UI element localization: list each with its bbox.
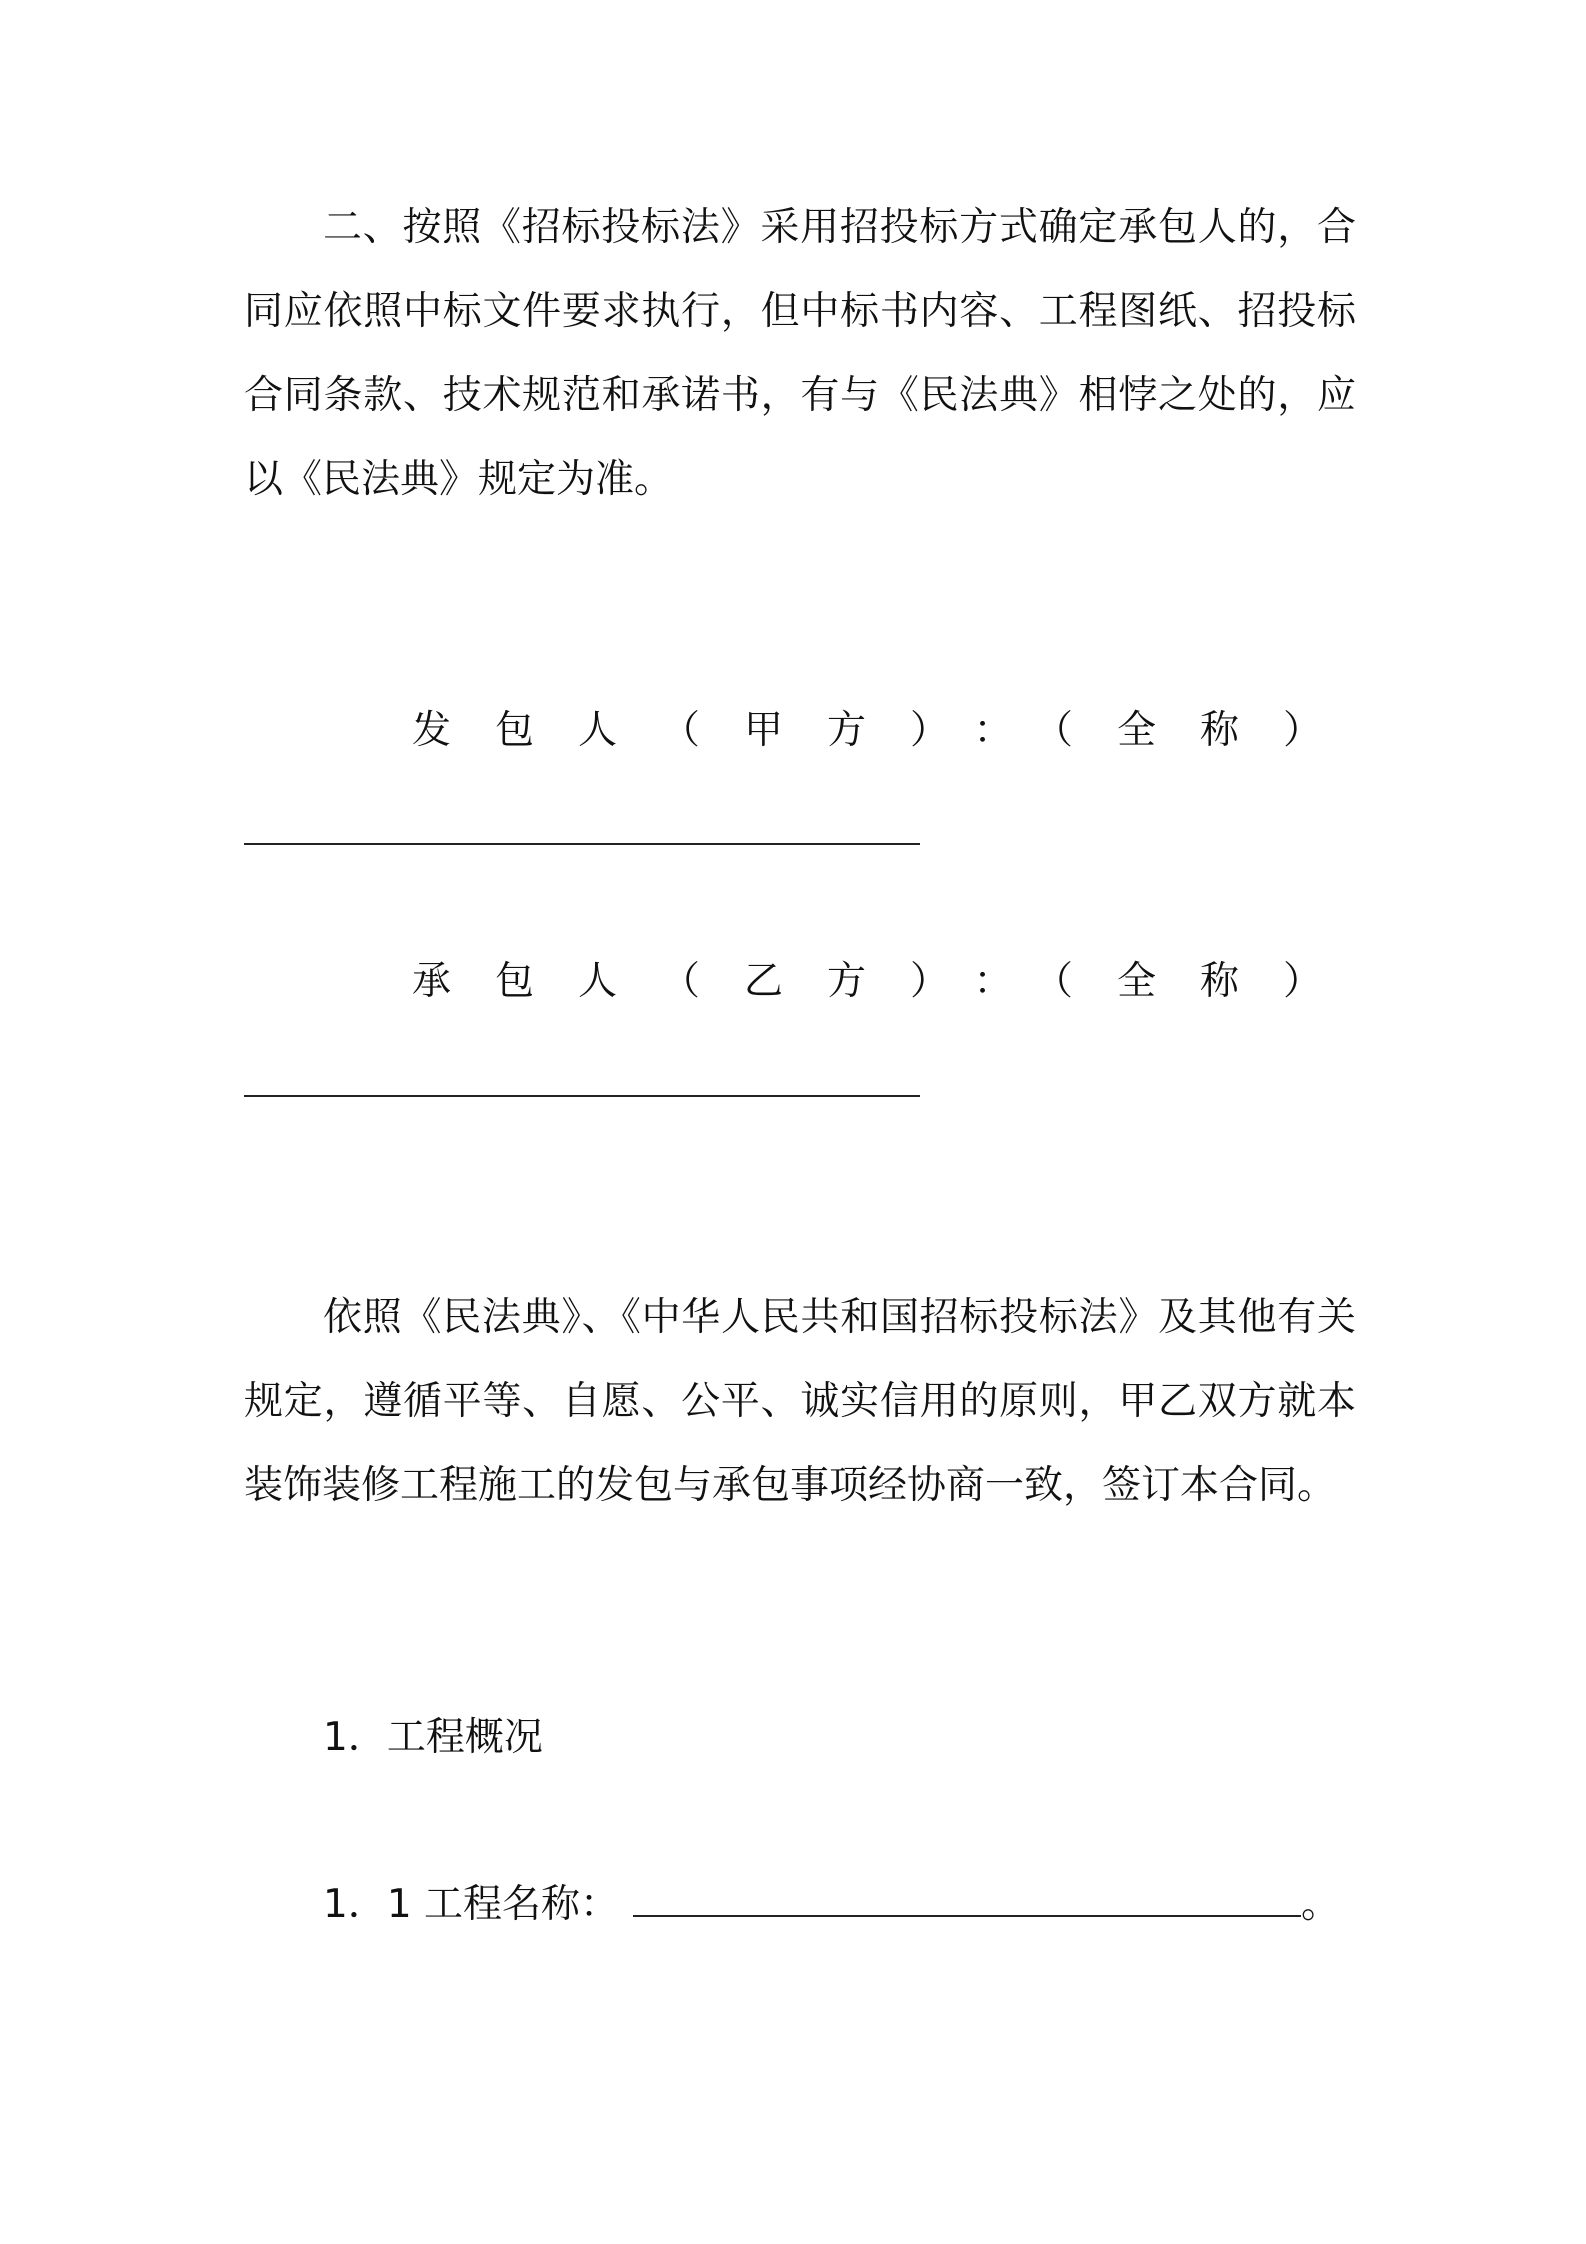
project-name-end-punctuation: 。	[1301, 1882, 1341, 1927]
section-1-heading: 1．工程概况	[323, 1715, 543, 1760]
party-b-fullname-hint: （全称）	[1033, 959, 1366, 1004]
party-b-line	[244, 940, 1366, 1024]
project-name-field	[323, 1863, 1340, 1947]
project-name-blank	[633, 1887, 1301, 1917]
party-b-label: 承包人（乙方）：	[412, 959, 1057, 1004]
party-b-name-blank	[244, 1095, 920, 1097]
party-a-label: 发包人（甲方）：	[412, 708, 1057, 753]
party-a-line	[244, 689, 1366, 773]
party-a-fullname-hint: （全称）	[1033, 708, 1366, 753]
clause-2-paragraph: 二、按照《招标投标法》采用招投标方式确定承包人的，合同应依照中标文件要求执行，但中标书内容、工程图纸、招投标合同条款、技术规范和承诺书，有与《民法典》相悖之处的，应以《民法典》规定为准。	[244, 205, 1356, 502]
party-a-name-blank	[244, 843, 920, 845]
preamble-paragraph: 依照《民法典》、《中华人民共和国招标投标法》及其他有关规定，遵循平等、自愿、公平、诚实信用的原则，甲乙双方就本装饰装修工程施工的发包与承包事项经协商一致，签订本合同。	[244, 1295, 1356, 1508]
project-name-label: 1．1 工程名称：	[323, 1882, 620, 1927]
